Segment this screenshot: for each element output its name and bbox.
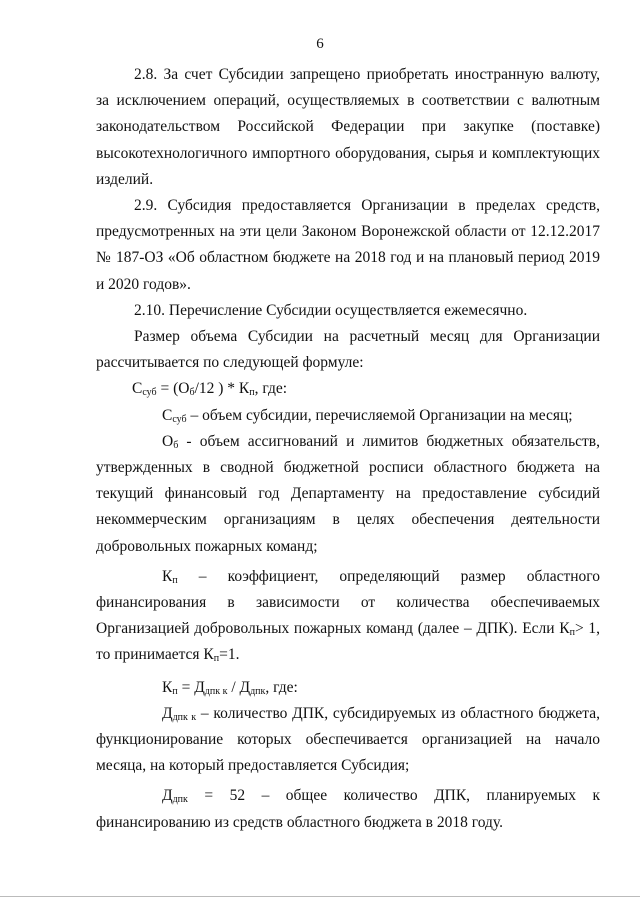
paragraph-2-10: 2.10. Перечисление Субсидии осуществляется ежемесячно. <box>134 301 528 319</box>
def-dk-text: – количество ДПК, субсидируемых из областного бюджета, функционирование которых обеспечивается организацией на начало месяца, на который предоставляется Субсидия; <box>96 704 600 775</box>
def-k-symbol: К <box>162 567 173 585</box>
def-d-sub: дпк <box>172 794 188 806</box>
formula-c-sub: суб <box>142 387 157 399</box>
def-k-text1: – коэффициент, определяющий размер областного финансирования в зависимости от количества обеспечиваемых Организацией добровольных пожарных команд (далее – ДПК). Если К <box>96 567 600 638</box>
paragraph-2-9: 2.9. Субсидия предоставляется Организации в пределах средств, предусмотренных на эти цели Законом Воронежской области от 12.12.2017 № 187-ОЗ «Об областном бюджете на 2018 год и на плановый период 2019 и 2020 годов». <box>96 197 600 293</box>
formula2-div: / Д <box>227 678 251 696</box>
formula-k-sub: п <box>249 387 255 399</box>
formula2-eq: = Д <box>177 678 205 696</box>
def-o-text: - объем ассигнований и лимитов бюджетных обязательств, утвержденных в сводной бюджетной росписи областного бюджета на текущий финансовый год Департаменту на предоставление субсидий некоммерческим организациям в целях обеспечения деятельности добровольных пожарных команд; <box>96 432 600 555</box>
formula2-k: К <box>162 678 173 696</box>
formula2-k-sub: п <box>172 685 178 697</box>
paragraph-2-8: 2.8. За счет Субсидии запрещено приобретать иностранную валюту, за исключением операций, осуществляемых в соответствии с валютным законодательством Российской Федерации при закупке (поставке) высокотехнологичного импортного оборудования, сырья и комплектующих изделий. <box>96 66 600 188</box>
formula2-d-sub1: дпк к <box>204 685 228 697</box>
formula-o-sub: б <box>189 387 195 399</box>
formula-eq: = (О <box>156 380 190 398</box>
definition-d <box>96 783 600 835</box>
def-k-sub2: п <box>569 627 575 639</box>
def-c-symbol: С <box>162 406 173 424</box>
def-k-sub3: п <box>213 653 220 665</box>
paragraph-subsidy-size: Размер объема Субсидии на расчетный месяц для Организации рассчитывается по следующей формуле: <box>96 328 600 372</box>
formula-coefficient <box>96 675 600 701</box>
def-k-sub: п <box>172 574 178 586</box>
document-body <box>96 62 600 836</box>
definition-k <box>96 564 600 669</box>
formula-tail: , где: <box>254 380 288 398</box>
page-number: 6 <box>316 36 324 52</box>
formula2-d-sub2: дпк <box>250 685 266 697</box>
def-d-text: = 52 – общее количество ДПК, планируемых к финансированию из средств областного бюджета в 2018 году. <box>96 787 600 831</box>
def-dk-sub: дпк к <box>172 711 197 723</box>
formula-subsidy <box>96 376 600 402</box>
def-o-sub: б <box>173 439 179 451</box>
def-c-sub: суб <box>172 413 187 425</box>
formula-c: С <box>132 380 143 398</box>
definition-o <box>96 429 600 560</box>
def-o-symbol: О <box>162 432 174 450</box>
def-k-text3: =1. <box>219 646 240 664</box>
formula2-tail: , где: <box>265 678 298 696</box>
formula-div: /12 ) * К <box>194 380 250 398</box>
scan-edge-line <box>0 896 640 897</box>
def-k-text2: > 1, то принимается К <box>96 620 600 664</box>
def-d-symbol: Д <box>162 787 173 805</box>
def-c-text: – объем субсидии, перечисляемой Организации на месяц; <box>186 406 573 424</box>
definition-dk <box>96 701 600 780</box>
definition-c <box>96 403 600 429</box>
def-dk-symbol: Д <box>162 704 173 722</box>
